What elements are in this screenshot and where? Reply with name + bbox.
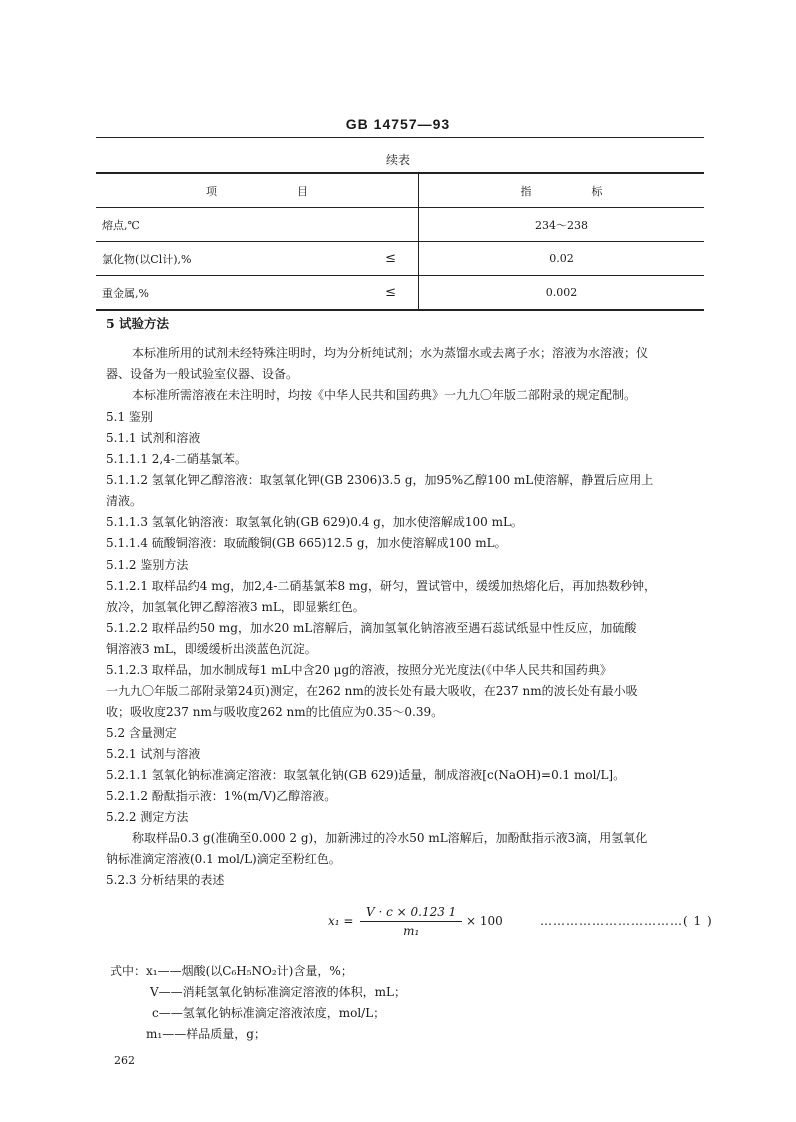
item-5-1-1-1: 5.1.1.1 2,4-二硝基氯苯。 [106, 452, 247, 466]
section-5-2-3: 5.2.3 分析结果的表述 [106, 873, 225, 887]
item-5-1-2-1-line-2: 放冷，加氢氧化钾乙醇溶液3 mL，即显紫红色。 [106, 600, 365, 614]
item-5-1-1-3: 5.1.1.3 氢氧化钠溶液：取氢氧化钠(GB 629)0.4 g，加水使溶解成100 mL。 [106, 515, 523, 529]
row-value: 0.002 [419, 276, 705, 311]
section-5-title: 5 试验方法 [106, 316, 170, 331]
formula-denominator: m₁ [403, 924, 420, 938]
row-item: 重金属,% ≤ [96, 276, 419, 311]
standard-code: GB 14757—93 [345, 116, 451, 132]
item-5-1-2-2-line-2: 铜溶液3 mL，即缓缓析出淡蓝色沉淀。 [106, 642, 317, 656]
table-row [96, 208, 704, 242]
where-line-3: c——氢氧化钠标准滴定溶液浓度，mol/L； [152, 1006, 386, 1020]
where-line-1: 式中：x₁——烟酸(以C₆H₅NO₂计)含量，%； [110, 964, 353, 978]
para-1-line-1: 本标准所用的试剂未经特殊注明时，均为分析纯试剂；水为蒸馏水或去离子水；溶液为水溶液；仪 [132, 346, 649, 360]
item-5-1-2-3-line-1: 5.1.2.3 取样品，加水制成每1 mL中含20 μg的溶液，按照分光光度法(《中华人民共和国药典》 [106, 663, 612, 677]
item-5-2-1-1: 5.2.1.1 氢氧化钠标准滴定溶液：取氢氧化钠(GB 629)适量，制成溶液[c(NaOH)=0.1 mol/L]。 [106, 768, 626, 782]
row-item: 熔点,℃ [96, 208, 419, 242]
table-header-row [96, 173, 704, 208]
page-number: 262 [114, 1054, 135, 1067]
item-5-1-2-2-line-1: 5.1.2.2 取样品约50 mg，加水20 mL溶解后，滴加氢氧化钠溶液至遇石蕊试纸显中性反应，加硫酸 [106, 621, 637, 635]
section-5-2: 5.2 含量测定 [106, 726, 177, 740]
header-rule [96, 137, 704, 138]
section-5-1: 5.1 鉴别 [106, 410, 153, 424]
method-para-line-1: 称取样品0.3 g(准确至0.000 2 g)，加新沸过的冷水50 mL溶解后，加酚酞指示液3滴，用氢氧化 [132, 831, 648, 845]
formula-rhs: × 100 [466, 914, 503, 928]
col-item-header: 项目 [96, 173, 419, 208]
formula-numerator: V · c × 0.123 1 [360, 905, 462, 922]
row-value: 234～238 [419, 208, 705, 242]
equation-number: ……………………………( 1 ) [540, 914, 713, 928]
item-5-1-1-2-line-2: 清液。 [106, 494, 143, 508]
item-5-1-1-4: 5.1.1.4 硫酸铜溶液：取硫酸铜(GB 665)12.5 g，加水使溶解成100 mL。 [106, 536, 507, 550]
table-row [96, 242, 704, 276]
table-row [96, 276, 704, 311]
item-5-1-1-2-line-1: 5.1.1.2 氢氧化钾乙醇溶液：取氢氧化钾(GB 2306)3.5 g，加95%乙醇100 mL使溶解，静置后应用上 [106, 473, 654, 487]
section-5-1-1: 5.1.1 试剂和溶液 [106, 431, 201, 445]
item-5-1-2-3-line-2: 一九九〇年版二部附录第24页)测定，在262 nm的波长处有最大吸收，在237 nm的波长处有最小吸 [106, 684, 638, 698]
item-5-1-2-1-line-1: 5.1.2.1 取样品约4 mg，加2,4-二硝基氯苯8 mg，研匀，置试管中，缓缓加热熔化后，再加热数秒钟， [106, 579, 656, 593]
formula-1 [0, 905, 796, 945]
para-1-line-2: 器、设备为一般试验室仪器、设备。 [106, 367, 299, 381]
where-line-4: m₁——样品质量，g； [146, 1027, 266, 1041]
table-caption: 续表 [385, 153, 410, 167]
row-value: 0.02 [419, 242, 705, 276]
col-value-header: 指标 [419, 173, 705, 208]
section-5-2-2: 5.2.2 测定方法 [106, 810, 189, 824]
row-item: 氯化物(以Cl计),% ≤ [96, 242, 419, 276]
section-5-1-2: 5.1.2 鉴别方法 [106, 558, 189, 572]
section-5-2-1: 5.2.1 试剂与溶液 [106, 747, 201, 761]
method-para-line-2: 钠标准滴定溶液(0.1 mol/L)滴定至粉红色。 [106, 852, 341, 866]
item-5-1-2-3-line-3: 收；吸收度237 nm与吸收度262 nm的比值应为0.35～0.39。 [106, 705, 444, 719]
formula-fraction [360, 905, 462, 938]
formula-lhs: x₁ = [328, 914, 354, 928]
spec-table [96, 172, 704, 311]
item-5-2-1-2: 5.2.1.2 酚酞指示液：1%(m/V)乙醇溶液。 [106, 789, 337, 803]
para-2: 本标准所需溶液在未注明时，均按《中华人民共和国药典》一九九〇年版二部附录的规定配制。 [132, 388, 637, 402]
where-line-2: V——消耗氢氧化钠标准滴定溶液的体积，mL； [150, 985, 407, 999]
